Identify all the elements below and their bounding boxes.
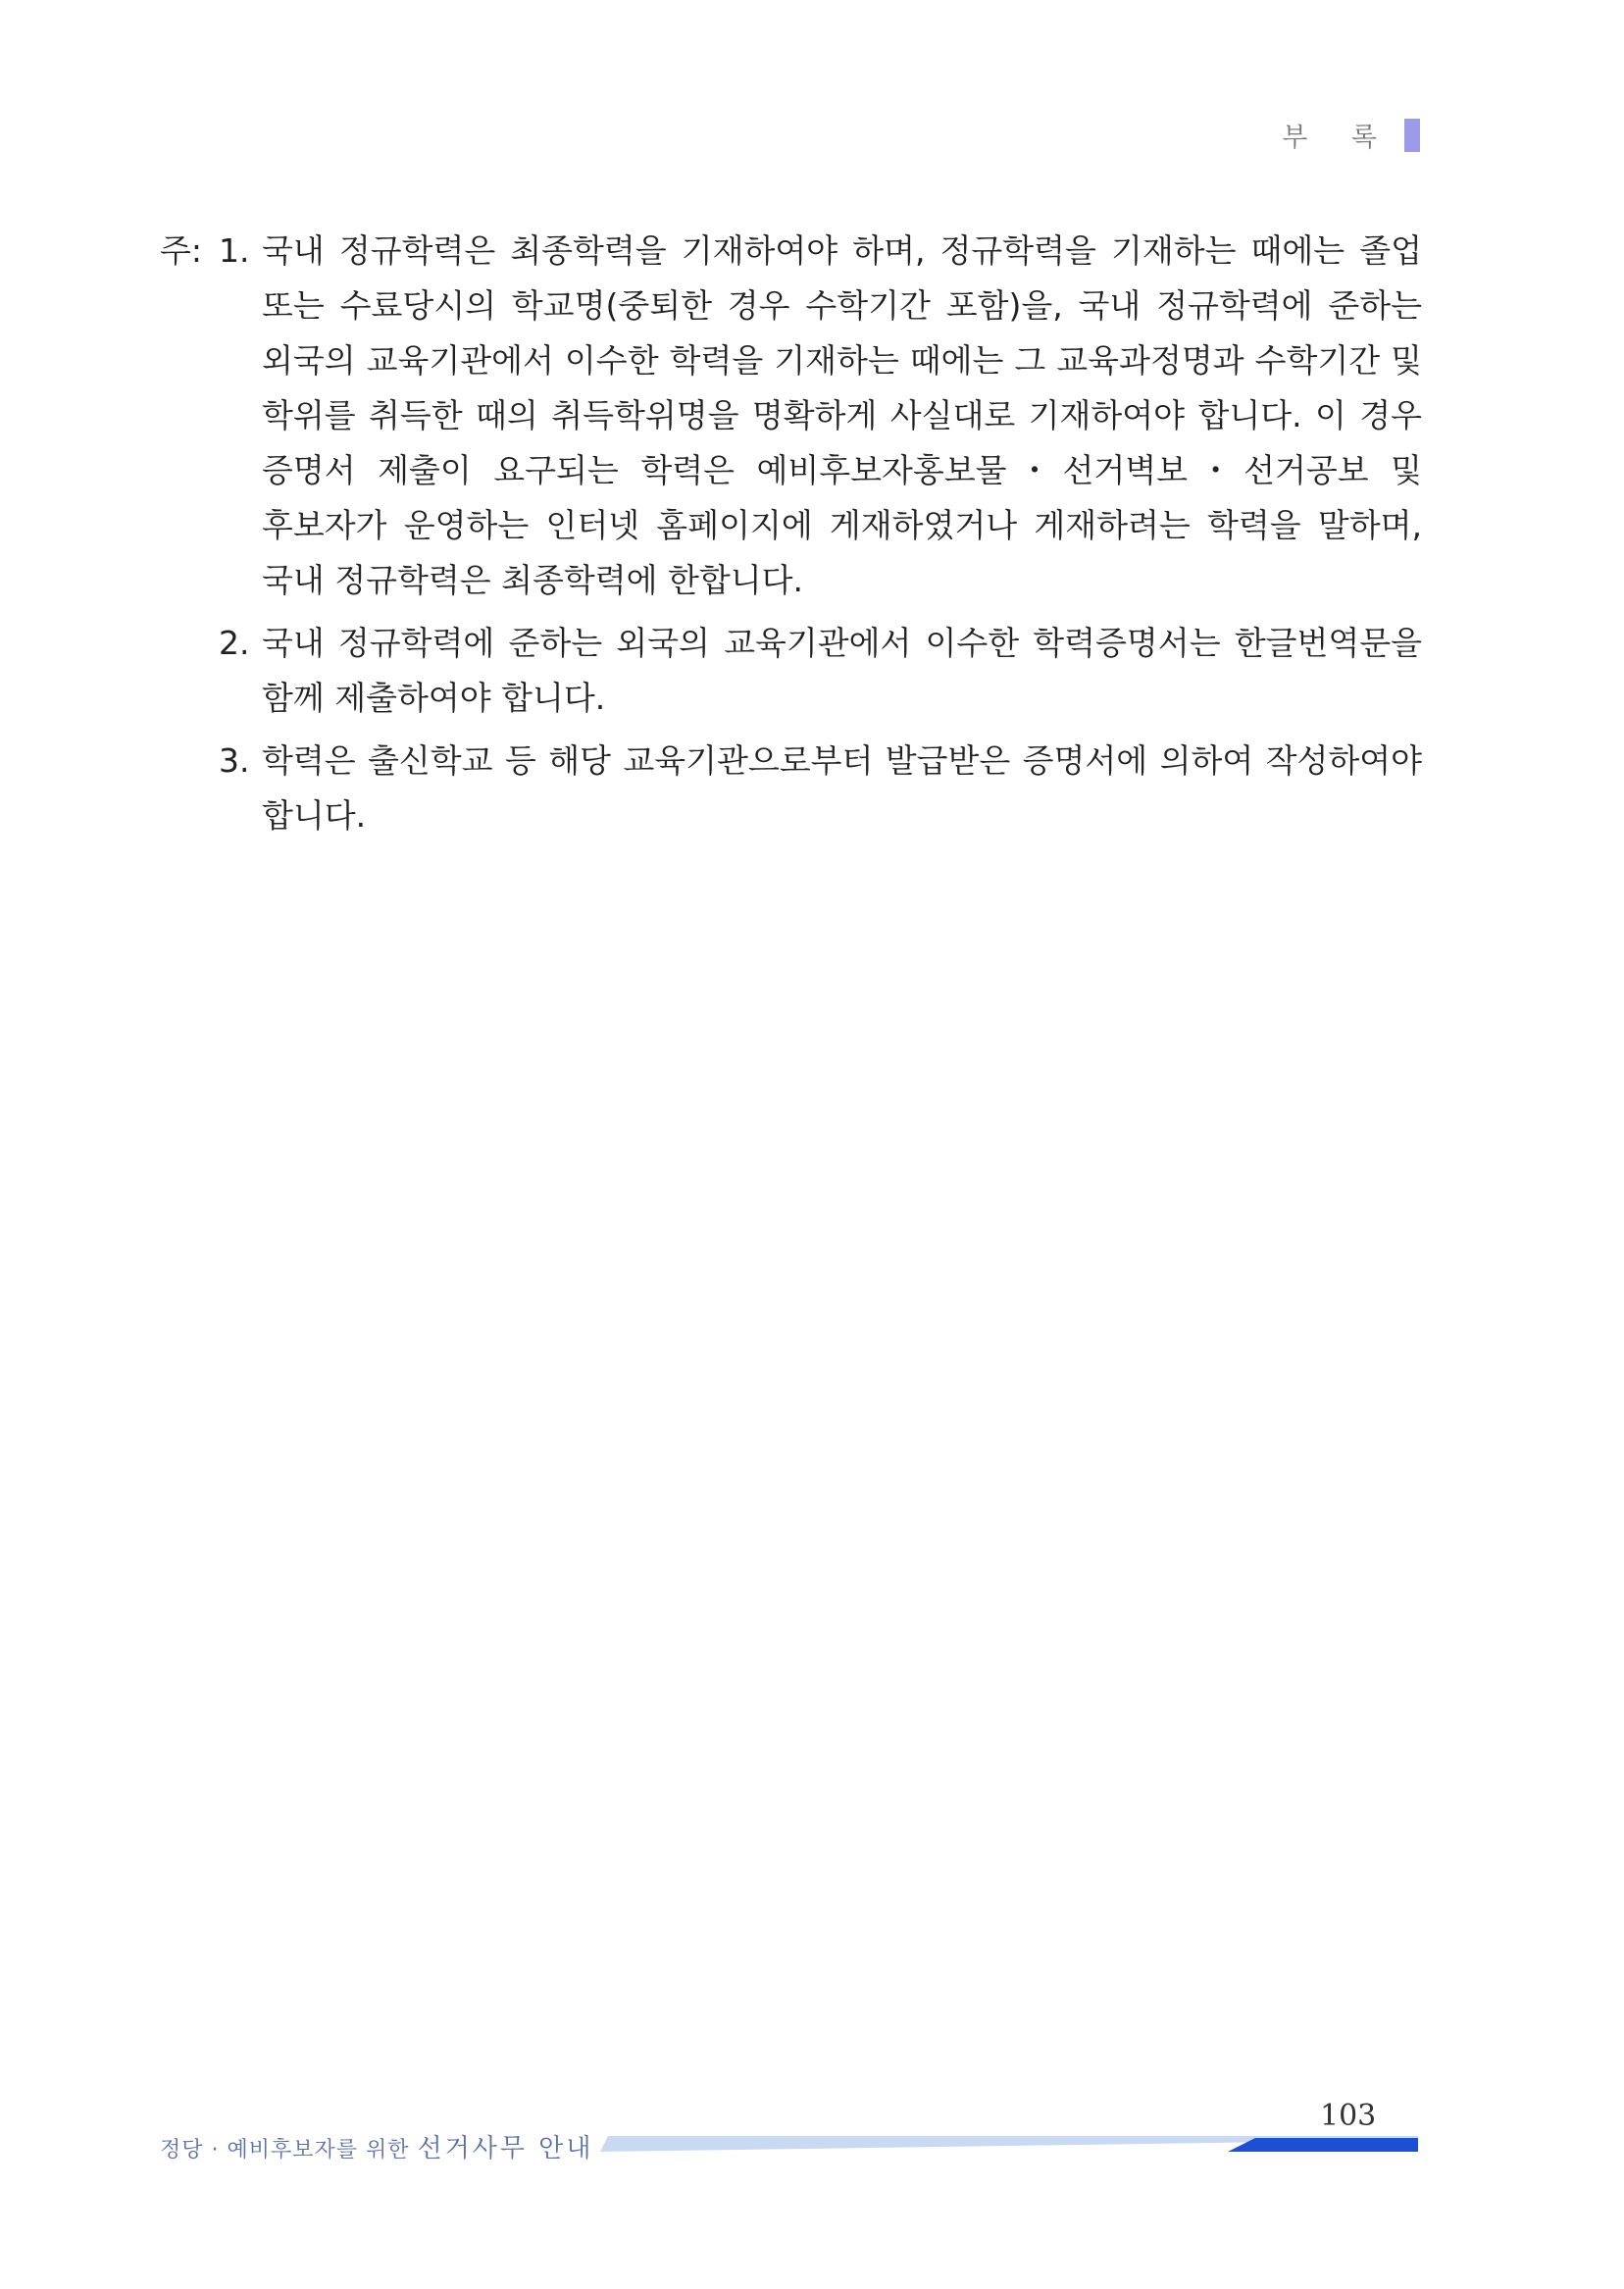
header-accent-bar [1404,119,1420,152]
footer-title [160,2128,593,2164]
notes-prefix: 주: [160,231,202,270]
note-item-1 [160,224,1422,608]
note-number: 2. [219,624,250,662]
footer-title-prefix: 정당 · 예비후보자를 위한 [160,2138,410,2162]
note-item-3 [160,734,1422,843]
note-text: 국내 정규학력은 최종학력을 기재하여야 하며, 정규학력을 기재하는 때에는 졸업 또는 수료당시의 학교명(중퇴한 경우 수학기간 포함)을, 국내 정규학력에 준하는 외국의 교육기관에서 이수한 학력을 기재하는 때에는 그 교육과정명과 수학기간 및 학위를 취득한 때의 취득학위명을 명확하게 사실대로 기재하여야 합니다. 이 경우 증명서 제출이 요구되는 학력은 예비후보자홍보물・선거벽보・선거공보 및 후보자가 운영하는 인터넷 홈페이지에 게재하였거나 게재하려는 학력을 말하며, 국내 정규학력은 최종학력에 한합니다. [262,231,1422,599]
footer-title-main: 선거사무 안내 [417,2134,594,2163]
note-text: 학력은 출신학교 등 해당 교육기관으로부터 발급받은 증명서에 의하여 작성하여야 합니다. [262,741,1422,835]
footer-divider [600,2136,1418,2152]
section-label: 부 록 [1282,123,1395,153]
note-number: 3. [219,741,250,780]
page-header [1282,116,1420,154]
note-number: 1. [219,231,250,270]
note-item-2 [160,616,1422,726]
note-text: 국내 정규학력에 준하는 외국의 교육기관에서 이수한 학력증명서는 한글번역문을 함께 제출하여야 합니다. [262,624,1422,717]
notes-section [160,224,1422,851]
page-number: 103 [1320,2099,1377,2133]
footer-divider-dark [1228,2138,1418,2152]
